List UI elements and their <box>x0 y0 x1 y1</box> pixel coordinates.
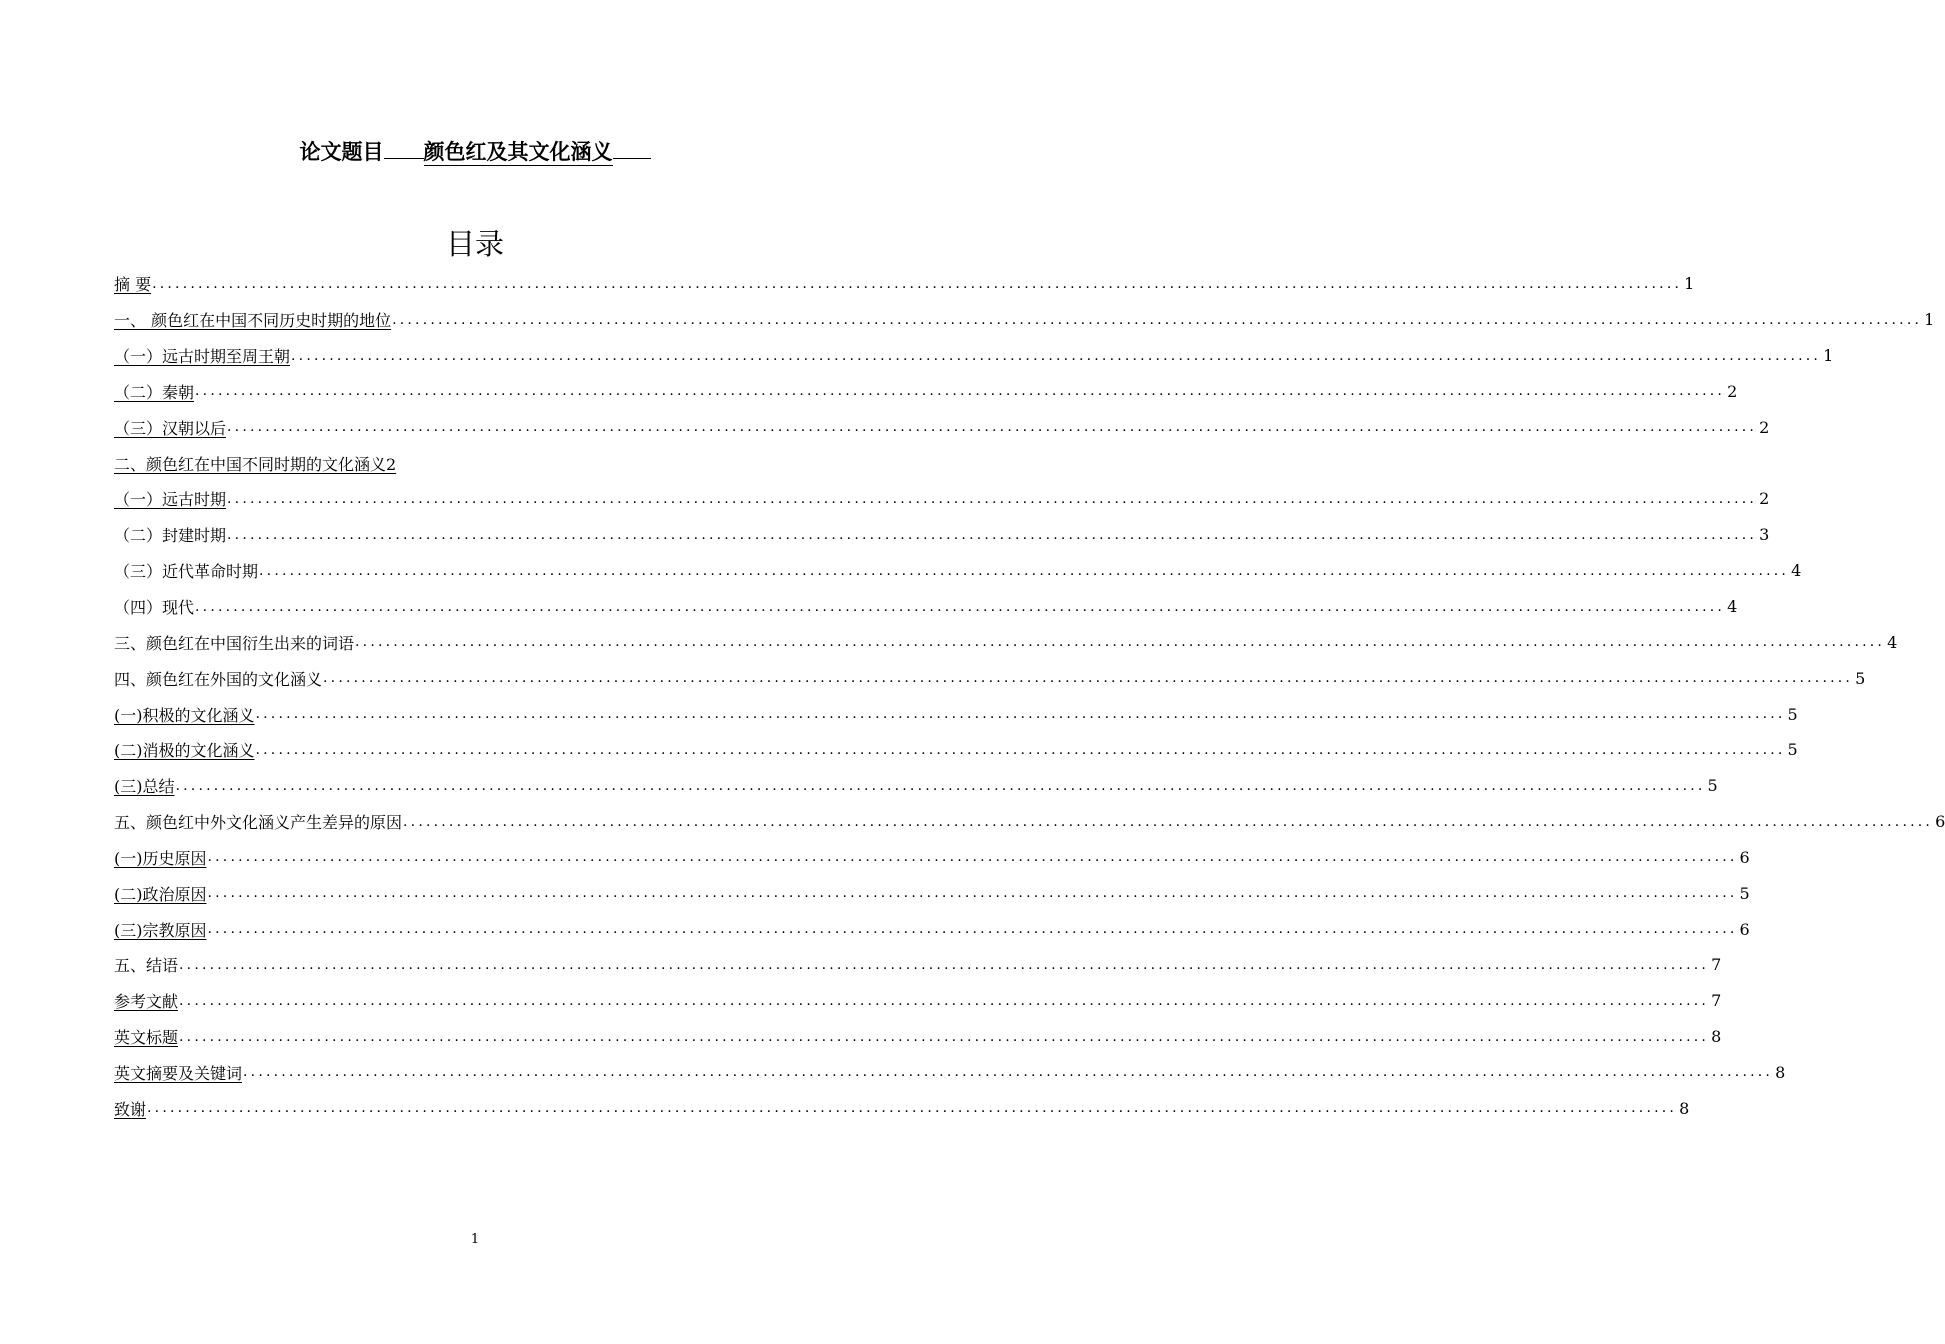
toc-entry-label[interactable]: 英文摘要及关键词 <box>114 1063 243 1083</box>
toc-dot-leader: ........................................................................................................................................................................................................ <box>392 311 1923 328</box>
toc-entry-page: 2 <box>1727 381 1738 401</box>
toc-entry[interactable] <box>114 553 1802 589</box>
toc-dot-leader: ........................................................................................................................................................................................................ <box>255 741 1786 758</box>
toc-dot-leader: ........................................................................................................................................................................................................ <box>195 383 1726 400</box>
toc-entry-label[interactable]: 参考文献 <box>114 992 179 1012</box>
toc-entry-label[interactable]: （二）封建时期 <box>114 526 227 546</box>
toc-dot-leader: ........................................................................................................................................................................................................ <box>323 670 1854 687</box>
toc-entry-page: 1 <box>1924 310 1935 330</box>
toc-entry-label[interactable]: (一)历史原因 <box>114 848 207 868</box>
page-number: 1 <box>470 1232 480 1247</box>
toc-entry[interactable] <box>114 911 1750 947</box>
toc-entry[interactable] <box>114 445 776 481</box>
title-prefix: 论文题目 <box>299 140 384 164</box>
toc-entry-page: 2 <box>1759 417 1770 437</box>
toc-entry-label[interactable]: (三)总结 <box>114 777 175 797</box>
toc-dot-leader: ........................................................................................................................................................................................................ <box>175 777 1706 794</box>
toc-entry-label[interactable]: （三）汉朝以后 <box>114 418 227 438</box>
toc-entry-page: 5 <box>1739 883 1750 903</box>
toc-entry-page: 6 <box>1935 812 1945 832</box>
toc-entry[interactable] <box>114 1019 1722 1055</box>
toc-entry[interactable] <box>114 768 1718 804</box>
toc-entry-label[interactable]: 三、颜色红在中国衍生出来的词语 <box>114 633 355 653</box>
toc-entry-page: 1 <box>1823 346 1834 366</box>
toc-entry-label[interactable]: 一、 颜色红在中国不同历史时期的地位 <box>114 311 392 331</box>
toc-dot-leader: ........................................................................................................................................................................................................ <box>207 885 1738 902</box>
toc-heading: 目录 <box>445 227 504 261</box>
toc-entry-page: 7 <box>1711 955 1722 975</box>
toc-entry-page: 6 <box>1739 847 1750 867</box>
toc-dot-leader: ........................................................................................................................................................................................................ <box>355 634 1886 651</box>
toc-entry[interactable] <box>114 840 1750 876</box>
toc-entry-label[interactable]: (二)消极的文化涵义 <box>114 741 255 761</box>
toc-entry[interactable] <box>114 696 1798 732</box>
toc-entry[interactable] <box>114 589 1738 625</box>
toc-entry[interactable] <box>114 947 1722 983</box>
toc-entry-label[interactable]: 二、颜色红在中国不同时期的文化涵义2 <box>114 454 397 474</box>
toc-entry[interactable] <box>114 983 1722 1019</box>
toc-entry-label[interactable]: (一)积极的文化涵义 <box>114 705 255 725</box>
toc-entry[interactable] <box>114 875 1750 911</box>
toc-entry-page: 4 <box>1887 632 1898 652</box>
toc-dot-leader: ........................................................................................................................................................................................................ <box>152 275 1683 292</box>
toc-entry-label[interactable]: (三)宗教原因 <box>114 920 207 940</box>
toc-entry-label[interactable]: 五、颜色红中外文化涵义产生差异的原因 <box>114 813 403 833</box>
title-blank-underline <box>384 140 424 159</box>
thesis-title-line <box>0 136 950 166</box>
toc-entry-label[interactable]: 五、结语 <box>114 956 179 976</box>
toc-entry-page: 4 <box>1727 597 1738 617</box>
toc-entry-label[interactable]: (二)政治原因 <box>114 884 207 904</box>
toc-entry[interactable] <box>114 1090 1690 1126</box>
toc-entry-page: 5 <box>1855 668 1866 688</box>
toc-dot-leader: ........................................................................................................................................................................................................ <box>227 526 1758 543</box>
toc-entry-page: 6 <box>1739 919 1750 939</box>
toc-dot-leader: ........................................................................................................................................................................................................ <box>179 956 1710 973</box>
toc-entry-page: 5 <box>1787 740 1798 760</box>
toc-dot-leader: ........................................................................................................................................................................................................ <box>147 1100 1678 1117</box>
thesis-title: 颜色红及其文化涵义 <box>423 140 613 164</box>
title-blank-underline-end <box>613 140 651 159</box>
toc-entry[interactable] <box>114 624 1898 660</box>
toc-entry[interactable] <box>114 732 1798 768</box>
toc-entry-page: 7 <box>1711 991 1722 1011</box>
toc-entry-label[interactable]: （四）现代 <box>114 598 195 618</box>
toc-entry-page: 8 <box>1679 1098 1690 1118</box>
toc-entry-label[interactable]: （一）远古时期 <box>114 490 227 510</box>
toc-entry-page: 8 <box>1711 1027 1722 1047</box>
toc-entry-label[interactable]: 四、颜色红在外国的文化涵义 <box>114 669 323 689</box>
toc-entry-page: 4 <box>1791 561 1802 581</box>
toc-entry-label[interactable]: 摘 要 <box>114 275 152 295</box>
toc-entry-label[interactable]: （一）远古时期至周王朝 <box>114 347 291 367</box>
toc-entry-page: 5 <box>1787 704 1798 724</box>
toc-dot-leader: ........................................................................................................................................................................................................ <box>227 490 1758 507</box>
toc-entry-page: 3 <box>1759 525 1770 545</box>
toc-entry-label[interactable]: 英文标题 <box>114 1028 179 1048</box>
toc-entry[interactable] <box>114 266 1695 302</box>
toc-entry[interactable] <box>114 660 1866 696</box>
toc-entry[interactable] <box>114 517 1770 553</box>
toc-dot-leader: ........................................................................................................................................................................................................ <box>179 1028 1710 1045</box>
table-of-contents <box>114 266 1945 1126</box>
toc-dot-leader: ........................................................................................................................................................................................................ <box>291 347 1822 364</box>
toc-dot-leader: ........................................................................................................................................................................................................ <box>227 419 1758 436</box>
toc-entry[interactable] <box>114 302 1935 338</box>
toc-dot-leader: ........................................................................................................................................................................................................ <box>207 921 1738 938</box>
toc-dot-leader: ........................................................................................................................................................................................................ <box>403 813 1934 830</box>
toc-entry[interactable] <box>114 481 1770 517</box>
toc-entry-page: 1 <box>1684 274 1695 294</box>
toc-entry-page: 8 <box>1775 1062 1786 1082</box>
toc-entry[interactable] <box>114 1055 1786 1091</box>
toc-entry[interactable] <box>114 409 1770 445</box>
toc-entry[interactable] <box>114 338 1834 374</box>
toc-dot-leader: ........................................................................................................................................................................................................ <box>195 598 1726 615</box>
toc-dot-leader: ........................................................................................................................................................................................................ <box>179 992 1710 1009</box>
toc-entry[interactable] <box>114 804 1945 840</box>
toc-entry-page: 5 <box>1707 776 1718 796</box>
toc-entry-label[interactable]: （二）秦朝 <box>114 382 195 402</box>
toc-entry-label[interactable]: 致谢 <box>114 1099 147 1119</box>
toc-entry-page: 2 <box>1759 489 1770 509</box>
toc-dot-leader: ........................................................................................................................................................................................................ <box>243 1064 1774 1081</box>
toc-dot-leader: ........................................................................................................................................................................................................ <box>255 706 1786 723</box>
toc-entry[interactable] <box>114 374 1738 410</box>
toc-dot-leader: ........................................................................................................................................................................................................ <box>259 562 1790 579</box>
toc-entry-label[interactable]: （三）近代革命时期 <box>114 562 259 582</box>
toc-dot-leader: ........................................................................................................................................................................................................ <box>207 849 1738 866</box>
